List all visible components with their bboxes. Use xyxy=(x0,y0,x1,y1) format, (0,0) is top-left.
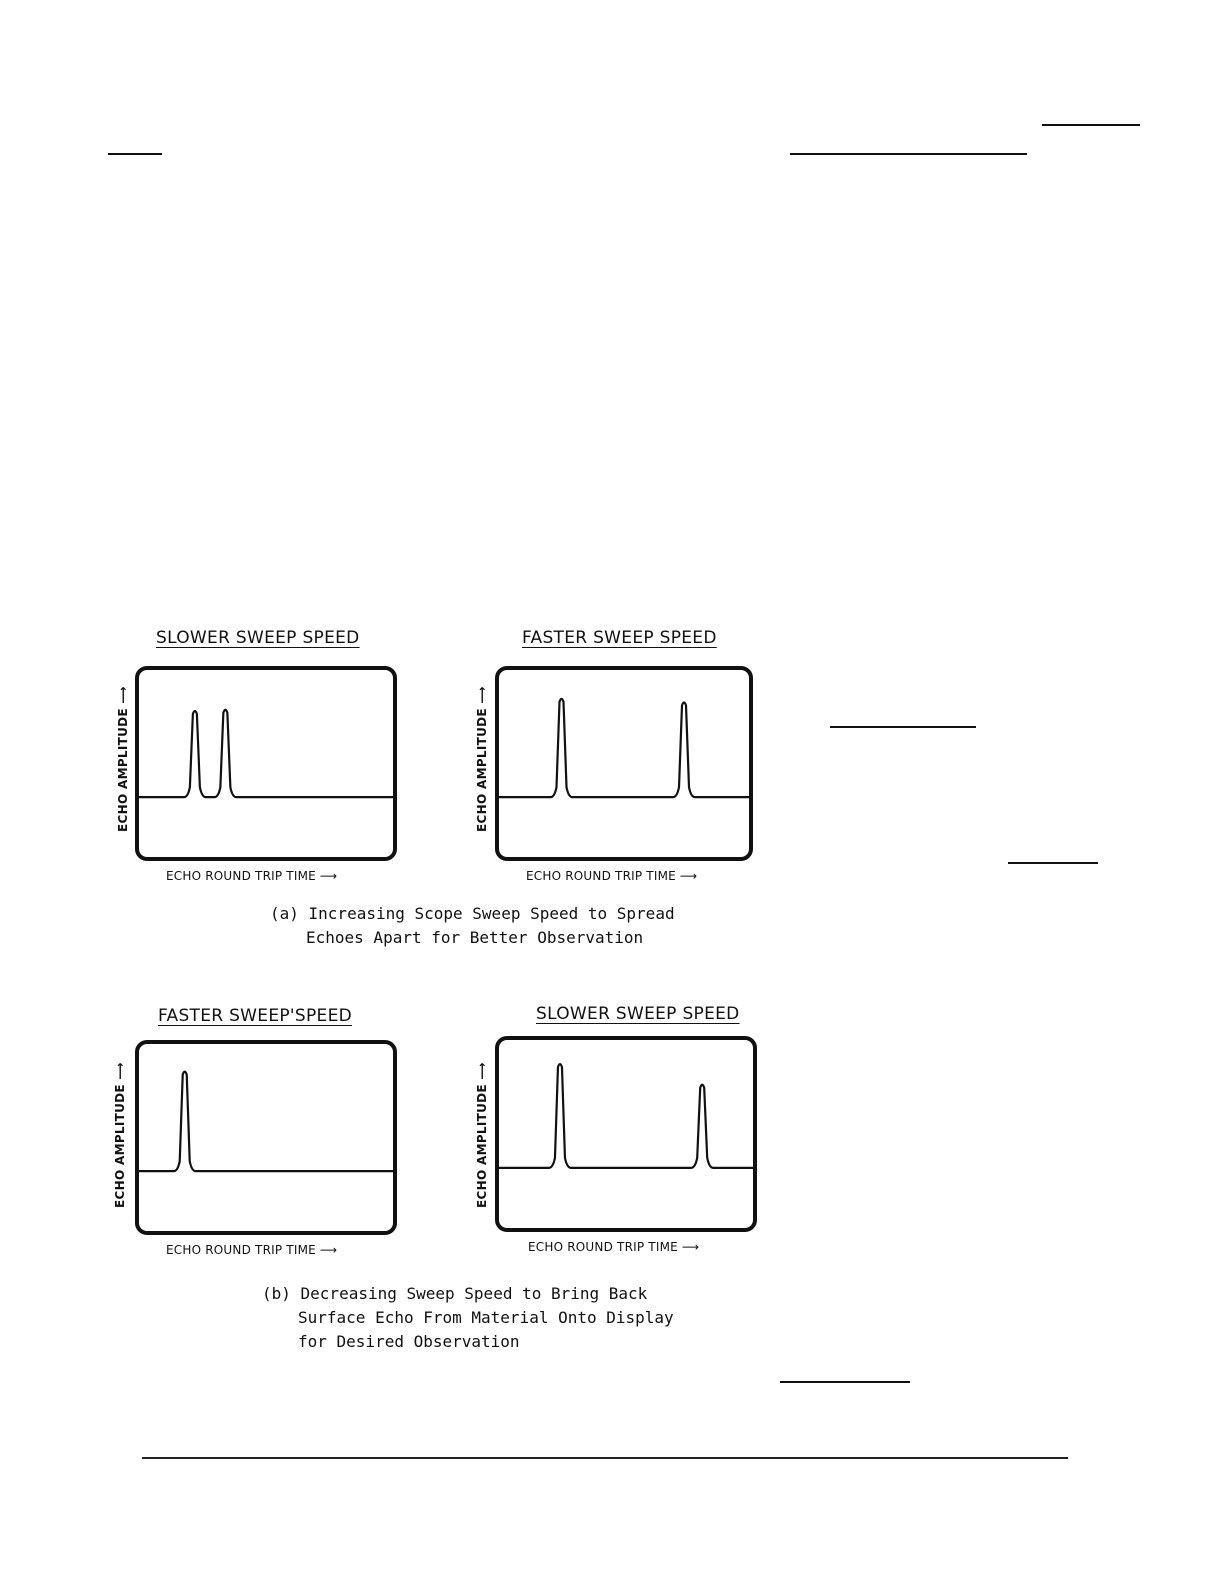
arrow-up-icon: ⟶ xyxy=(475,686,489,704)
text-underline-fragment xyxy=(1042,124,1140,126)
echo-trace-plot xyxy=(499,670,749,857)
echo-trace xyxy=(139,710,393,797)
x-axis-label: ECHO ROUND TRIP TIME ⟶ xyxy=(166,869,338,883)
y-axis-label: ECHO AMPLITUDE ⟶ xyxy=(116,686,130,832)
caption-line: Surface Echo From Material Onto Display xyxy=(298,1308,674,1327)
figure-caption-b xyxy=(262,1282,674,1354)
panel-title: SLOWER SWEEP SPEED xyxy=(536,1004,740,1024)
footer-rule xyxy=(142,1457,1068,1459)
arrow-up-icon: ⟶ xyxy=(113,1062,127,1080)
text-underline-fragment xyxy=(108,153,162,155)
y-axis-label: ECHO AMPLITUDE ⟶ xyxy=(475,686,489,832)
caption-line: Echoes Apart for Better Observation xyxy=(306,928,644,947)
caption-line: (b) Decreasing Sweep Speed to Bring Back xyxy=(262,1284,648,1303)
x-axis-label: ECHO ROUND TRIP TIME ⟶ xyxy=(526,869,698,883)
text-underline-fragment xyxy=(1008,862,1098,864)
figure-caption-a xyxy=(270,902,675,950)
echo-trace-plot xyxy=(139,670,393,857)
arrow-right-icon: ⟶ xyxy=(681,1240,700,1254)
arrow-right-icon: ⟶ xyxy=(319,1243,338,1257)
echo-trace xyxy=(139,1072,393,1172)
caption-line: (a) Increasing Scope Sweep Speed to Spread xyxy=(270,904,675,923)
echo-trace-plot xyxy=(499,1040,753,1228)
x-axis-label: ECHO ROUND TRIP TIME ⟶ xyxy=(528,1240,700,1254)
oscilloscope-screen xyxy=(135,666,397,861)
text-underline-fragment xyxy=(790,153,1027,155)
arrow-up-icon: ⟶ xyxy=(116,686,130,704)
panel-title: SLOWER SWEEP SPEED xyxy=(156,628,360,648)
text-underline-fragment xyxy=(830,726,976,728)
echo-trace xyxy=(499,1064,753,1168)
panel-title: FASTER SWEEP'SPEED xyxy=(158,1006,353,1026)
panel-title: FASTER SWEEP SPEED xyxy=(522,628,717,648)
oscilloscope-screen xyxy=(495,666,753,861)
x-axis-label: ECHO ROUND TRIP TIME ⟶ xyxy=(166,1243,338,1257)
y-axis-label: ECHO AMPLITUDE ⟶ xyxy=(113,1062,127,1208)
echo-trace-plot xyxy=(139,1044,393,1231)
y-axis-label: ECHO AMPLITUDE ⟶ xyxy=(475,1062,489,1208)
echo-trace xyxy=(499,699,749,797)
text-underline-fragment xyxy=(780,1381,910,1383)
arrow-up-icon: ⟶ xyxy=(475,1062,489,1080)
caption-line: for Desired Observation xyxy=(298,1332,520,1351)
oscilloscope-screen xyxy=(135,1040,397,1235)
arrow-right-icon: ⟶ xyxy=(679,869,698,883)
arrow-right-icon: ⟶ xyxy=(319,869,338,883)
oscilloscope-screen xyxy=(495,1036,757,1232)
